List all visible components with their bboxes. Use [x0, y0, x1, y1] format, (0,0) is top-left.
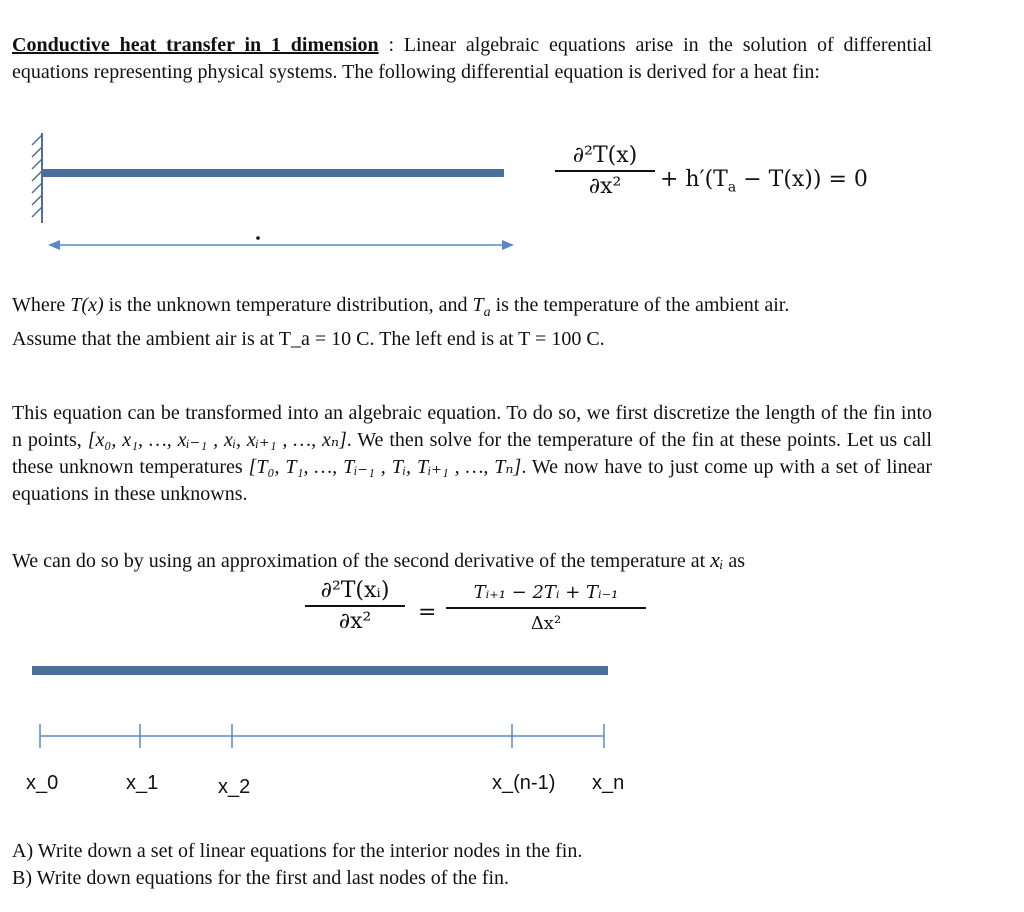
fin-bar-2 [32, 666, 608, 675]
node-label-n-1: x_(n-1) [492, 772, 556, 794]
section-heading: Conductive heat transfer in 1 dimension [12, 34, 379, 56]
arrow-right-head [502, 240, 514, 250]
equation-1-rest: + $h'(T_a - T(x)) = 0$ [660, 167, 868, 196]
equation-2-equals: = [418, 600, 437, 625]
eq1-numerator: ∂²T(x) [572, 143, 638, 168]
equation-2-rhs: Tᵢ₊₁ − 2Tᵢ + Tᵢ₋₁ Δx² [446, 582, 646, 634]
definition-paragraph: Where T(x) is the unknown temperature distribution, and $T_a$ is the temperature of the ambient air. Assume that the ambient air is at T_a = 10 C. The left end is at T = 100 C. [12, 294, 790, 350]
question-a: A) Write down a set of linear equations for the interior nodes in the fin. [12, 840, 583, 862]
arrow-left-head [48, 240, 60, 250]
node-label-0: x_0 [26, 772, 59, 794]
intro-paragraph: Conductive heat transfer in 1 dimension : Linear algebraic equations arise in the solution of differential equations representing physical systems. The following differential equation is derived for a heat fin: [12, 34, 932, 83]
eq1-denominator: ∂x² [588, 174, 622, 199]
approximation-paragraph: We can do so by using an approximation of the second derivative of the temperature at xᵢ as [12, 547, 746, 572]
intro-text: Linear algebraic equations arise in the solution of differential equations representing physical systems. The following differential equation is derived for a heat fin: [12, 34, 932, 83]
equation-1-fraction [555, 143, 655, 199]
node-label-2: x_2 [218, 776, 251, 798]
node-label-n: x_n [592, 772, 625, 794]
discretization-paragraph: This equation can be transformed into an algebraic equation. To do so, we first discretize the length of the fin into n points, [x₀, x₁, …, xᵢ₋₁ , xᵢ, xᵢ₊₁ , …, xₙ]. We then solve for the temperature of the fin at these points. Let us call these unknown temperatures [T₀, T₁, …, Tᵢ₋₁ , Tᵢ, Tᵢ₊₁ , …, Tₙ]. We now have to just come up with a set of linear equations in these unknowns. [12, 402, 932, 505]
node-label-1: x_1 [126, 772, 159, 794]
fin-bar [42, 169, 504, 177]
center-dot [256, 236, 260, 240]
discretized-fin-diagram [0, 660, 640, 760]
fin-diagram [0, 125, 540, 255]
question-b: B) Write down equations for the first and last nodes of the fin. [12, 867, 510, 889]
equation-2-lhs: ∂²T(xᵢ) ∂x² [305, 578, 405, 634]
assumption-text: Assume that the ambient air is at T_a = 10 C. The left end is at T = 100 C. [12, 328, 605, 350]
eq1-fraction-bar [555, 170, 655, 172]
wall-hatching [32, 135, 42, 217]
